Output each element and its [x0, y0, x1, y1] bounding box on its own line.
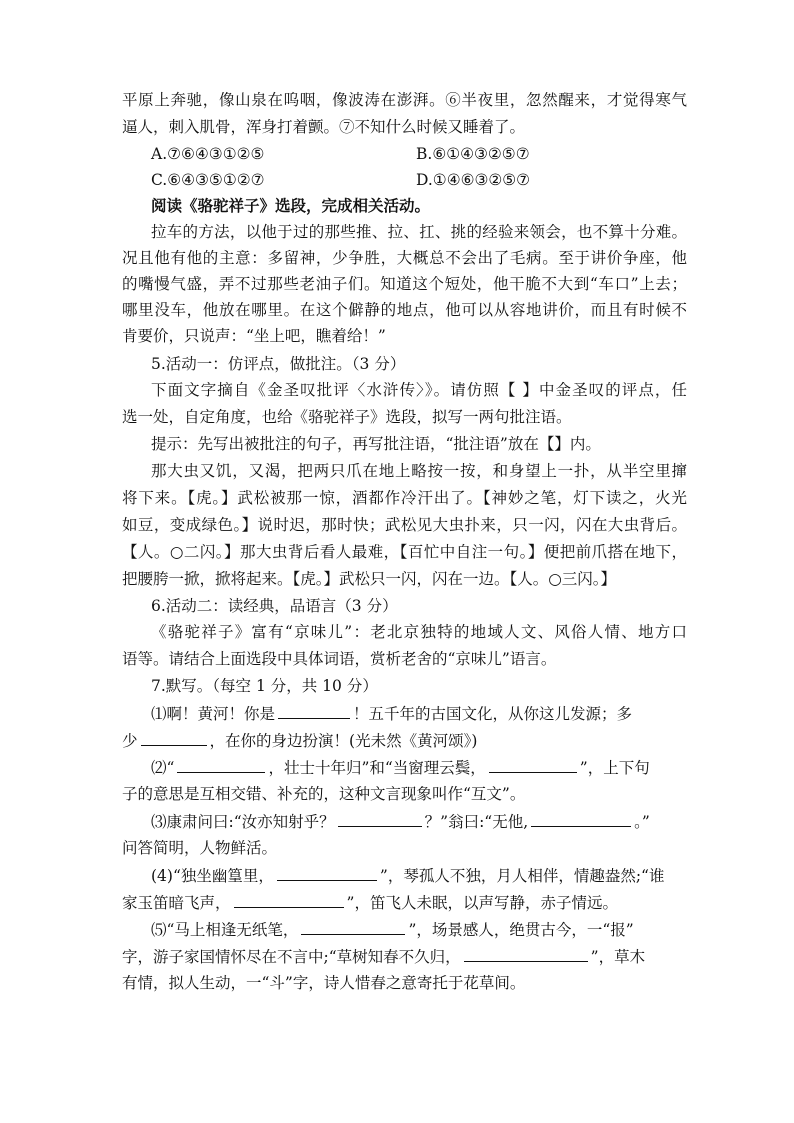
passage-line-3: 的嘴慢气盛，弄不过那些老油子们。知道这个短处，他干脆不大到“车口”上去； [122, 275, 687, 293]
passage-line-5: 肯要价，只说声：“坐上吧，瞧着给！” [122, 327, 386, 345]
q6-title: 6.活动二：读经典，品语言（3 分） [151, 597, 398, 615]
q7-item-5-line-2 [122, 946, 645, 967]
q7-item-2-text-b: ，壮士十年归”和“当窗理云鬓， [268, 759, 486, 777]
q7-item-4-text-c: 家玉笛暗飞声， [122, 894, 231, 912]
q7-item-5-blank-2[interactable] [464, 946, 588, 962]
q7-item-2-line-1 [151, 757, 650, 778]
q7-item-1-line-1 [151, 703, 632, 724]
q5-excerpt-line-4: 【人。○二闪。】那大虫背后看人最难，【百忙中自注一句。】便把前爪搭在地下， [122, 543, 687, 561]
q7-item-5-blank-1[interactable] [301, 919, 405, 935]
option-a: A.⑦⑥④③①②⑤ [151, 145, 265, 163]
passage-line-1: 拉车的方法，以他于过的那些推、拉、扛、挑的经验来领会，也不算十分难。 [151, 223, 687, 241]
q6-text-line-1: 《骆驼祥子》富有“京味儿”：老北京独特的地域人文、风俗人情、地方口 [151, 623, 687, 641]
q7-item-5-text-a: ⑸“马上相逢无纸笔， [151, 921, 299, 939]
q7-item-5-line-1 [151, 919, 634, 940]
q7-item-4-text-b: ”，琴孤人不独，月人相伴，情趣盎然;“谁 [379, 867, 665, 885]
q5-hint: 提示：先写出被批注的句子，再写批注语，“批注语”放在【】内。 [151, 435, 601, 453]
q7-item-1-text-d: ，在你的身边扮演！(光未然《黄河颂》) [209, 732, 478, 750]
q7-item-1-text-a: ⑴啊！黄河！你是 [151, 705, 276, 723]
q7-item-3-line-2: 问答简明，人物鲜活。 [122, 839, 278, 857]
q7-item-1-text-c: 少 [122, 732, 138, 750]
q5-excerpt-line-2: 将下来。【虎。】武松被那一惊，酒都作冷汗出了。【神妙之笔，灯下读之，火光 [122, 489, 687, 507]
q7-item-4-text-d: ”，笛飞人未眠，以声写静，赤子情远。 [346, 894, 618, 912]
q7-item-4-line-1 [151, 865, 664, 886]
q7-item-2-blank-1[interactable] [177, 757, 265, 773]
q7-item-3-text-a: ⑶康肃问曰:“汝亦知射乎？ [151, 813, 335, 831]
option-b: B.⑥①④③②⑤⑦ [416, 145, 530, 163]
prev-question-line-2: 逼人，刺入肌骨，浑身打着颤。⑦不知什么时候又睡着了。 [122, 118, 526, 136]
q5-intro-line-2: 选一处，自定角度，也给《骆驼祥子》选段，拟写一两句批注语。 [122, 408, 572, 426]
q7-title: 7.默写。（每空 1 分，共 10 分） [151, 677, 378, 695]
q7-item-5-text-c: 字，游子家国情怀尽在不言中;“草树知春不久归， [122, 948, 461, 966]
passage-line-4: 哪里没车，他放在哪里。在这个僻静的地点，他可以从容地讲价，而且有时候不 [122, 301, 687, 319]
q7-item-2-blank-2[interactable] [489, 757, 577, 773]
q7-item-3-text-b: ？”翁曰:“无他, [424, 813, 529, 831]
q7-item-2-line-2: 子的意思是互相交错、补充的，这种文言现象叫作“互文”。 [122, 785, 526, 803]
q6-text-line-2: 语等。请结合上面选段中具体词语，赏析老舍的“京味儿”语言。 [122, 650, 557, 668]
option-c: C.⑥④③⑤①②⑦ [151, 171, 265, 189]
q7-item-5-text-b: ”，场景感人，绝贯古今，一“报” [408, 921, 634, 939]
q5-title: 5.活动一：仿评点，做批注。（3 分） [151, 355, 406, 373]
reading-heading: 阅读《骆驼祥子》选段，完成相关活动。 [151, 196, 431, 215]
q7-item-5-text-d: ”，草木 [590, 948, 646, 966]
q7-item-4-blank-2[interactable] [234, 892, 344, 908]
q7-item-1-text-b: ！五千年的古国文化，从你这儿发源；多 [353, 705, 633, 723]
q7-item-3-blank-2[interactable] [531, 811, 631, 827]
q7-item-3-line-1 [151, 811, 650, 832]
q7-item-5-line-3: 有情，拟人生动，一“斗”字，诗人惜春之意寄托于花草间。 [122, 974, 526, 992]
option-d: D.①④⑥③②⑤⑦ [416, 171, 531, 189]
q7-item-4-text-a: (4)“独坐幽篁里， [151, 867, 274, 885]
q5-excerpt-line-3: 如豆，变成绿色。】说时迟，那时快；武松见大虫扑来，只一闪，闪在大虫背后。 [122, 516, 687, 534]
q7-item-1-line-2 [122, 730, 477, 751]
q7-item-3-blank-1[interactable] [338, 811, 422, 827]
q7-item-2-text-a: ⑵“ [151, 759, 175, 777]
q5-excerpt-line-5: 把腰胯一掀，掀将起来。【虎。】武松只一闪，闪在一边。【人。○三闪。】 [122, 570, 617, 588]
passage-line-2: 况且他有他的主意：多留神，少争胜，大概总不会出了毛病。至于讲价争座，他 [122, 249, 687, 267]
q7-item-2-text-c: ”，上下句 [579, 759, 650, 777]
q7-item-4-blank-1[interactable] [277, 865, 377, 881]
q7-item-1-blank-2[interactable] [141, 730, 207, 746]
prev-question-line-1: 平原上奔驰，像山泉在呜咽，像波涛在澎湃。⑥半夜里，忽然醒来，才觉得寒气 [122, 91, 687, 109]
q7-item-3-text-c: 。” [634, 813, 650, 831]
q7-item-1-blank-1[interactable] [278, 703, 350, 719]
q7-item-4-line-2 [122, 892, 618, 913]
q5-excerpt-line-1: 那大虫又饥，又渴，把两只爪在地上略按一按，和身望上一扑，从半空里撺 [151, 462, 687, 480]
q5-intro-line-1: 下面文字摘自《金圣叹批评〈水浒传〉》。请仿照【 】中金圣叹的评点，任 [151, 381, 687, 399]
